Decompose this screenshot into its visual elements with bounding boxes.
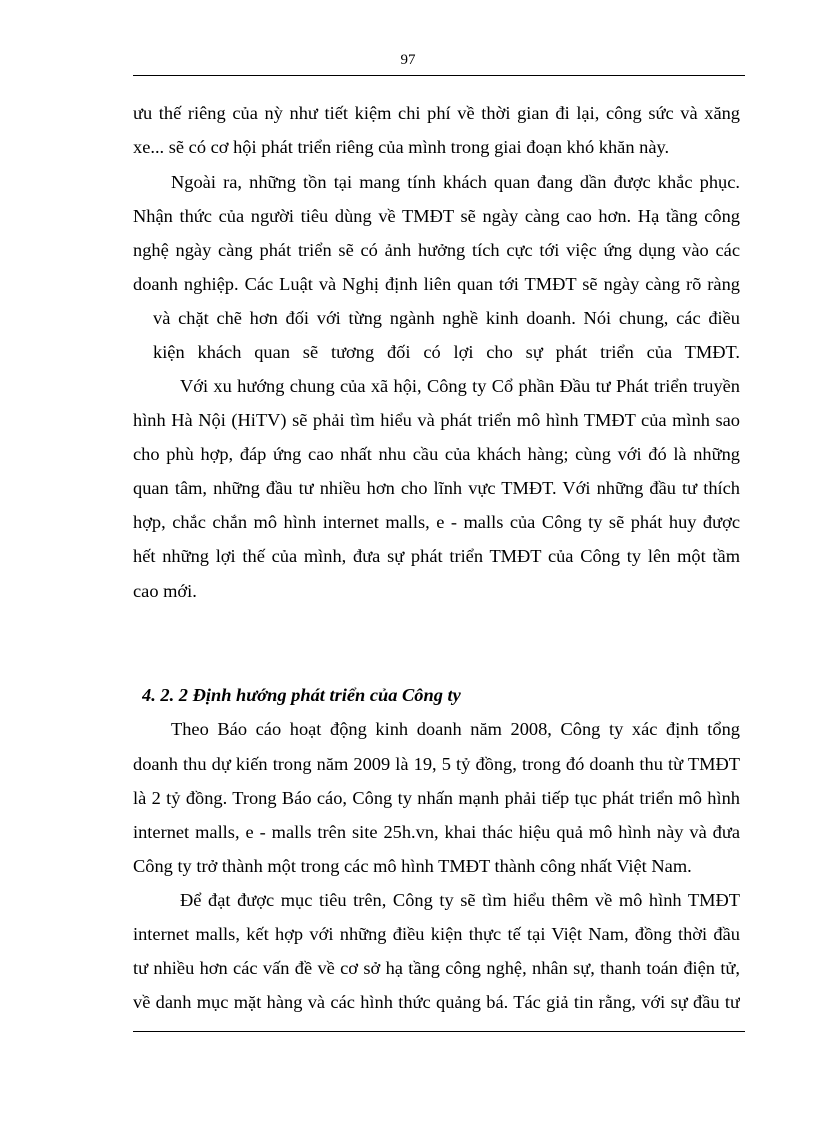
text-line: internet malls, kết hợp với những điều kiện thực tế tại Việt Nam, đồng thời đầu bbox=[133, 924, 740, 944]
text-line: Với xu hướng chung của xã hội, Công ty Cổ phần Đầu tư Phát triển truyền bbox=[180, 376, 740, 396]
text-line: về danh mục mặt hàng và các hình thức quảng bá. Tác giả tin rằng, với sự đầu tư bbox=[133, 992, 740, 1012]
footer-rule bbox=[133, 1031, 745, 1032]
text-line: quan tâm, những đầu tư nhiều hơn cho lĩnh vực TMĐT. Với những đầu tư thích bbox=[133, 478, 740, 498]
text-line: tư nhiều hơn các vấn đề về cơ sở hạ tầng công nghệ, nhân sự, thanh toán điện tử, bbox=[133, 958, 740, 978]
text-line: cho phù hợp, đáp ứng cao nhất nhu cầu của khách hàng; cùng với đó là những bbox=[133, 444, 740, 464]
text-line: xe... sẽ có cơ hội phát triển riêng của mình trong giai đoạn khó khăn này. bbox=[133, 137, 670, 157]
header-rule bbox=[133, 75, 745, 76]
text-line: hợp, chắc chắn mô hình internet malls, e - malls của Công ty sẽ phát huy được bbox=[133, 512, 740, 532]
text-line: ưu thế riêng của nỳ như tiết kiệm chi phí về thời gian đi lại, công sức và xăng bbox=[133, 103, 740, 123]
text-line: cao mới. bbox=[133, 581, 197, 601]
text-line: internet malls, e - malls trên site 25h.vn, khai thác hiệu quả mô hình này và đưa bbox=[133, 822, 740, 842]
text-line: Để đạt được mục tiêu trên, Công ty sẽ tìm hiểu thêm về mô hình TMĐT bbox=[180, 890, 740, 910]
section-heading: 4. 2. 2 Định hướng phát triển của Công ty bbox=[142, 685, 461, 705]
text-line: doanh nghiệp. Các Luật và Nghị định liên quan tới TMĐT sẽ ngày càng rõ ràng bbox=[133, 274, 740, 294]
text-line: Theo Báo cáo hoạt động kinh doanh năm 2008, Công ty xác định tổng bbox=[171, 719, 740, 739]
text-line: là 2 tỷ đồng. Trong Báo cáo, Công ty nhấn mạnh phải tiếp tục phát triển mô hình bbox=[133, 788, 740, 808]
text-line: kiện khách quan sẽ tương đối có lợi cho sự phát triển của TMĐT. bbox=[153, 342, 740, 362]
page-number: 97 bbox=[400, 52, 416, 68]
text-line: Ngoài ra, những tồn tại mang tính khách quan đang dần được khắc phục. bbox=[171, 172, 740, 192]
text-line: doanh thu dự kiến trong năm 2009 là 19, 5 tỷ đồng, trong đó doanh thu từ TMĐT bbox=[133, 754, 740, 774]
text-line: hình Hà Nội (HiTV) sẽ phải tìm hiểu và phát triển mô hình TMĐT của mình sao bbox=[133, 410, 740, 430]
text-line: Nhận thức của người tiêu dùng về TMĐT sẽ ngày càng cao hơn. Hạ tầng công bbox=[133, 206, 740, 226]
text-line: Công ty trở thành một trong các mô hình TMĐT thành công nhất Việt Nam. bbox=[133, 856, 692, 876]
text-line: hết những lợi thế của mình, đưa sự phát triển TMĐT của Công ty lên một tầm bbox=[133, 546, 740, 566]
text-line: nghệ ngày càng phát triển sẽ có ảnh hưởng tích cực tới việc ứng dụng vào các bbox=[133, 240, 740, 260]
text-line: và chặt chẽ hơn đối với từng ngành nghề kinh doanh. Nói chung, các điều bbox=[153, 308, 740, 328]
